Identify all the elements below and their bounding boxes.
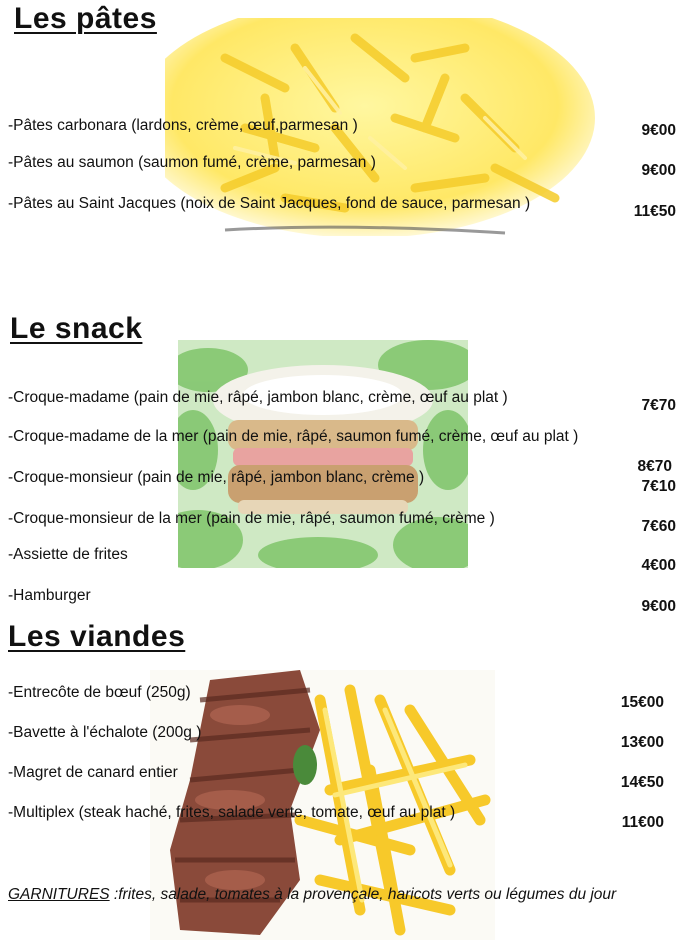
section-title-snack: Le snack [10, 312, 143, 345]
item-name: -Pâtes carbonara (lardons, crème, œuf,parmesan ) [8, 117, 358, 134]
item-price: 14€50 [620, 774, 664, 791]
item-price: 13€00 [620, 734, 664, 751]
item-price: 4€00 [641, 557, 676, 574]
menu-item [8, 684, 676, 711]
item-name: -Pâtes au saumon (saumon fumé, crème, parmesan ) [8, 154, 376, 171]
menu-item [8, 804, 676, 831]
item-name: -Croque-monsieur (pain de mie, râpé, jambon blanc, crème ) [8, 469, 425, 486]
item-name: -Multiplex (steak haché, frites, salade verte, tomate, œuf au plat ) [8, 804, 456, 821]
item-price: 15€00 [620, 694, 664, 711]
item-price: 7€10 [641, 478, 676, 495]
menu-item [8, 764, 676, 791]
menu-item [8, 154, 676, 179]
item-price: 9€00 [641, 162, 676, 179]
menu-item [8, 428, 676, 475]
menu-item [8, 546, 676, 574]
item-price: 9€00 [641, 122, 676, 139]
item-name: -Assiette de frites [8, 546, 128, 563]
garnitures-text: :frites, salade, tomates à la provençale, haricots verts ou légumes du jour [109, 886, 617, 903]
item-name: -Hamburger [8, 587, 91, 604]
item-name: -Pâtes au Saint Jacques (noix de Saint Jacques, fond de sauce, parmesan ) [8, 195, 531, 212]
item-price: 7€60 [641, 518, 676, 535]
item-name: -Bavette à l'échalote (200g ) [8, 724, 202, 741]
menu-item [8, 195, 676, 220]
item-name: -Croque-monsieur de la mer (pain de mie, râpé, saumon fumé, crème ) [8, 510, 495, 527]
item-name: -Croque-madame (pain de mie, râpé, jambon blanc, crème, œuf au plat ) [8, 389, 508, 406]
menu-item [8, 724, 676, 751]
item-name: -Entrecôte de bœuf (250g) [8, 684, 191, 701]
section-title-viandes: Les viandes [8, 620, 186, 653]
item-price: 7€70 [641, 397, 676, 414]
item-price: 9€00 [641, 598, 676, 615]
sandwich-photo [178, 340, 468, 568]
section-title-pates: Les pâtes [14, 2, 157, 35]
item-price: 11€00 [621, 814, 664, 831]
menu-item [8, 117, 676, 139]
menu-item [8, 469, 676, 495]
garnitures-label: GARNITURES [8, 886, 110, 903]
item-price: 11€50 [633, 203, 676, 220]
item-price: 8€70 [637, 458, 672, 475]
menu-item [8, 587, 676, 615]
garnitures-note [8, 886, 658, 904]
item-name: -Croque-madame de la mer (pain de mie, râpé, saumon fumé, crème, œuf au plat ) [8, 428, 579, 445]
menu-item [8, 510, 676, 535]
item-name: -Magret de canard entier [8, 764, 178, 781]
menu-item [8, 389, 676, 414]
